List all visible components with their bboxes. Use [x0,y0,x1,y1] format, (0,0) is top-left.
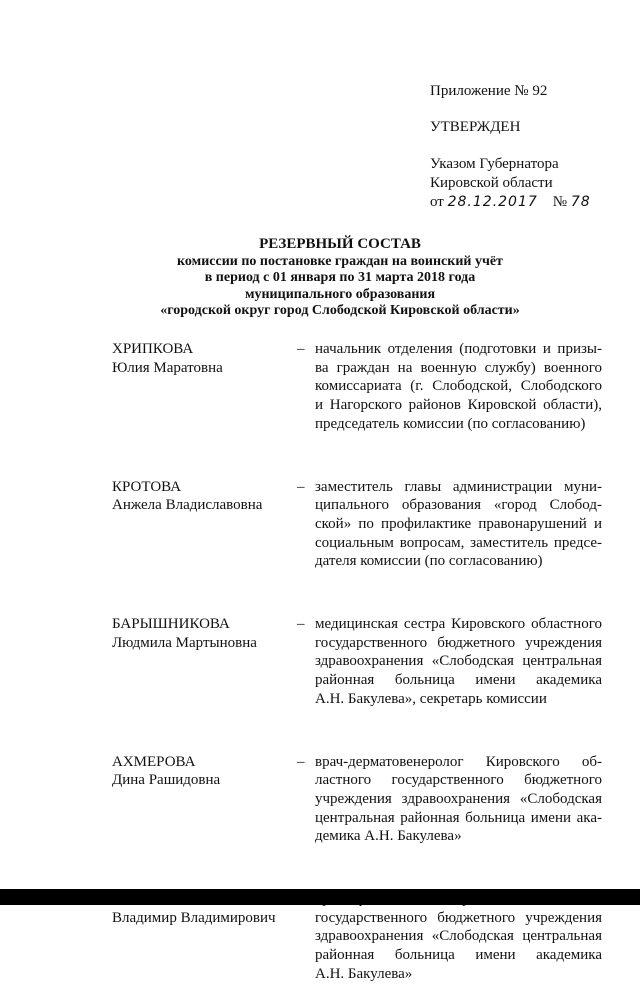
member-dash: – [297,616,305,633]
member-role-line: здравоохранения «Слободская центральная [315,653,602,670]
member-role-line: председатель комиссии (по согласованию) [315,415,586,432]
member-role-line: государственного бюджетного учреждения [315,634,602,651]
member-surname: АХМЕРОВА [112,753,196,770]
members-list [112,340,602,984]
member-name [112,478,292,515]
member-dash: – [297,478,305,495]
member-role-line: ской» по профилактике правонарушений и [315,515,602,532]
member-role-line: демика А.Н. Бакулева» [315,828,462,845]
member-role-line: и Нагорского районов Кировской области), [315,397,602,414]
title-line-1: комиссии по постановке граждан на воинский учёт [177,253,503,269]
member-role-line: комиссариата (г. Слободской, Слободского [315,378,602,395]
member-role-line: заместитель главы администрации муни- [315,478,602,495]
member-role-line: государственного бюджетного учреждения [315,909,602,926]
member-role [315,340,602,434]
member-role [315,615,602,709]
member-role-line: А.Н. Бакулева», секретарь комиссии [315,690,547,707]
member-given-name: Владимир Владимирович [112,909,276,926]
member-role-line: ципального образования «город Слобод- [315,497,602,514]
title-main: РЕЗЕРВНЫЙ СОСТАВ [259,236,421,252]
appendix-number: Приложение № 92 [430,83,548,99]
member-surname: БАРЫШНИКОВА [112,616,230,633]
title-line-2: в период с 01 января по 31 марта 2018 года [204,270,476,285]
member-entry [112,340,602,434]
member-role-line: учреждения здравоохранения «Слободская [315,790,602,807]
member-role-line: ластного государственного бюджетного [315,772,602,789]
member-role-line: социальным вопросам, заместитель предсе- [315,534,602,551]
member-role-line: ва граждан на военную службу) военного [315,359,602,376]
member-entry [112,753,602,847]
member-entry [112,615,602,709]
document-title [40,236,640,320]
member-role-line: врач-дерматовенеролог Кировского об- [315,753,602,770]
member-role-line: центральная районная больница имени ака- [315,809,602,826]
member-given-name: Юлия Маратовна [112,359,223,376]
member-role-line: начальник отделения (подготовки и призы- [315,341,602,357]
member-given-name: Анжела Владиславовна [112,497,263,514]
handwritten-date: 28.12.2017 [447,194,538,210]
member-role-line: А.Н. Бакулева» [315,965,413,982]
decree-line-1: Указом Губернатора [430,156,559,172]
member-given-name: Людмила Мартыновна [112,634,257,651]
member-name [112,615,292,652]
number-sign: № [552,194,568,210]
member-role-line: районная больница имени академика [315,947,602,964]
member-surname: ХРИПКОВА [112,341,194,357]
date-prefix: от [430,194,444,210]
member-role [315,478,602,572]
member-name [112,340,292,377]
member-role-line: медицинская сестра Кировского областного [315,616,602,633]
decree-date-line [430,193,630,212]
member-role-line: дателя комиссии (по согласованию) [315,553,543,570]
title-line-4: «городской округ город Слободской Кировской области» [160,303,520,318]
member-dash: – [297,341,305,357]
decree-line-2: Кировской области [430,175,553,191]
scan-edge-bar [0,889,640,905]
member-surname: КРОТОВА [112,478,182,495]
member-role-line: районная больница имени академика [315,672,602,689]
member-role [315,753,602,847]
member-name [112,753,292,790]
member-entry [112,478,602,572]
handwritten-number: 78 [570,194,591,210]
approval-header [430,82,630,212]
approved-label: УТВЕРЖДЕН [430,119,521,135]
title-line-3: муниципального образования [244,286,436,302]
member-given-name: Дина Рашидовна [112,772,221,789]
member-role-line: здравоохранения «Слободская центральная [315,928,602,945]
member-dash: – [297,753,305,770]
